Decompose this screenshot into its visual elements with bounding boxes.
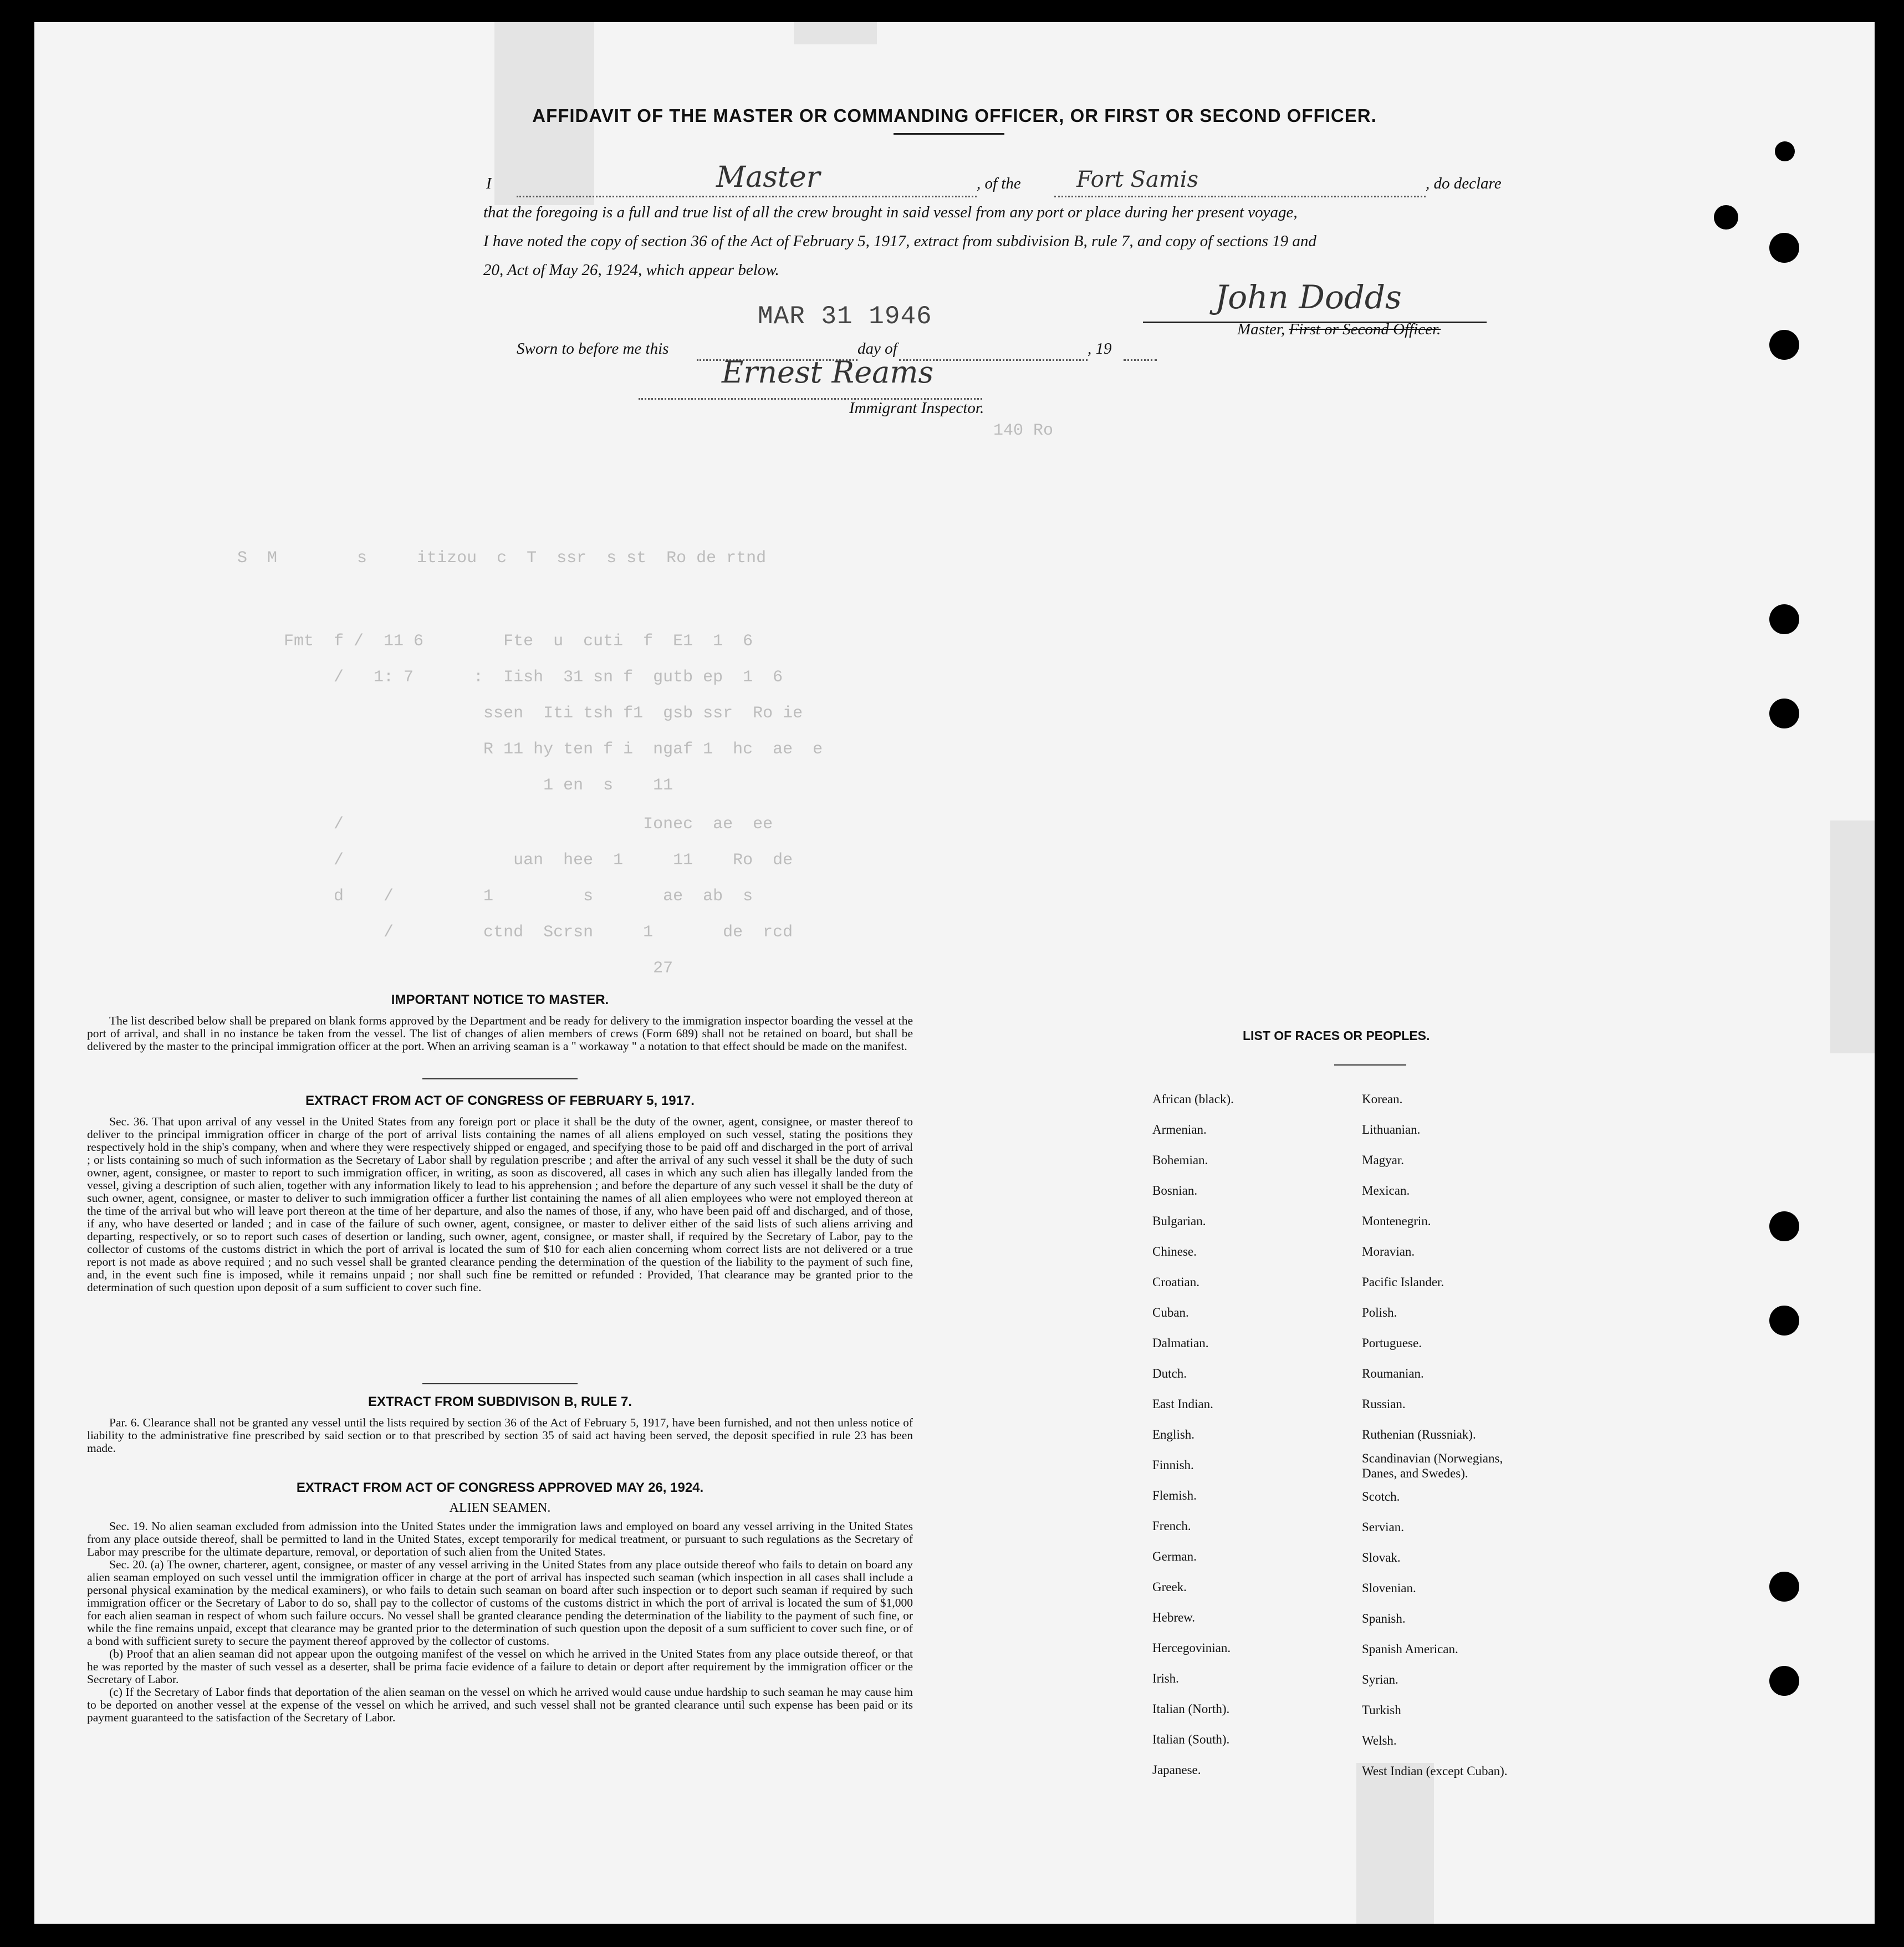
notice-heading: IMPORTANT NOTICE TO MASTER. xyxy=(391,992,609,1007)
faded-line: / uan hee 1 11 Ro de xyxy=(284,851,793,870)
sec-20b-paragraph: (b) Proof that an alien seaman did not appear upon the outgoing manifest of the vessel on which he arrived in the United States from any place outside thereof, or that he was reported by the master of such vessel as a deserter, shall be prima facie evidence of a failure to detain or deport after requirement by the immigration officer or the Secretary of Labor. xyxy=(87,1647,913,1686)
race-item: Scotch. xyxy=(1362,1490,1400,1503)
race-item: African (black). xyxy=(1152,1092,1234,1106)
race-item: English. xyxy=(1152,1428,1195,1441)
master-title xyxy=(1237,315,1441,344)
master-signature: John Dodds xyxy=(1215,278,1402,316)
year-label: , 19 xyxy=(1088,340,1112,358)
declaration-line-i xyxy=(486,169,492,198)
faded-line: 1 en s 11 xyxy=(284,776,673,795)
document-page xyxy=(34,22,1875,1924)
i-label: I xyxy=(486,175,492,192)
faded-line: / ctnd Scrsn 1 de rcd xyxy=(284,923,793,942)
title-rule xyxy=(894,133,1004,135)
race-item: Roumanian. xyxy=(1362,1367,1424,1380)
race-item: Dalmatian. xyxy=(1152,1336,1209,1350)
race-item: Italian (North). xyxy=(1152,1702,1230,1716)
declaration-line-1: that the foregoing is a full and true list of all the crew brought in said vessel from any port or place during her present voyage, xyxy=(483,203,1298,221)
faded-line: R 11 hy ten f i ngaf 1 hc ae e xyxy=(284,740,823,759)
race-item: Lithuanian. xyxy=(1362,1123,1421,1136)
do-declare-label: , do declare xyxy=(1426,175,1502,192)
race-item: Croatian. xyxy=(1152,1275,1199,1289)
race-item: Russian. xyxy=(1362,1397,1406,1411)
punch-hole xyxy=(1769,1666,1799,1696)
races-rule xyxy=(1334,1064,1406,1066)
races-heading: LIST OF RACES OR PEOPLES. xyxy=(1243,1028,1430,1043)
faded-line: / Ionec ae ee xyxy=(284,815,773,834)
tape-mark xyxy=(794,22,877,44)
date-stamp: MAR 31 1946 xyxy=(758,302,932,331)
section-rule xyxy=(422,1383,578,1384)
day-of-label: day of xyxy=(857,340,897,358)
declaration-line-2: I have noted the copy of section 36 of the Act of February 5, 1917, extract from subdivision B, rule 7, and copy of sections 19 and xyxy=(483,232,1316,250)
race-item: French. xyxy=(1152,1519,1191,1533)
race-item: Dutch. xyxy=(1152,1367,1187,1380)
race-item: Mexican. xyxy=(1362,1184,1410,1197)
race-item: Slovak. xyxy=(1362,1551,1401,1564)
punch-hole xyxy=(1769,1306,1799,1336)
race-item: Italian (South). xyxy=(1152,1732,1230,1746)
faded-line: / 1: 7 : Iish 31 sn f gutb ep 1 6 xyxy=(284,668,783,687)
race-item: Finnish. xyxy=(1152,1458,1194,1472)
punch-hole xyxy=(1769,699,1799,728)
affidavit-title: AFFIDAVIT OF THE MASTER OR COMMANDING OFFICER, OR FIRST OR SECOND OFFICER. xyxy=(532,105,1377,126)
vessel-field xyxy=(1054,167,1426,197)
punch-hole xyxy=(1769,1211,1799,1241)
tape-mark xyxy=(1356,1763,1434,1924)
race-item: Flemish. xyxy=(1152,1489,1197,1502)
edge-shadow xyxy=(1830,820,1875,1053)
race-item: Pacific Islander. xyxy=(1362,1275,1444,1289)
race-item: German. xyxy=(1152,1550,1197,1563)
race-item: Montenegrin. xyxy=(1362,1214,1431,1228)
inspector-title: Immigrant Inspector. xyxy=(849,399,984,417)
master-title-prefix: Master, xyxy=(1237,320,1285,338)
race-item: Scandinavian (Norwegians, Danes, and Swedes). xyxy=(1362,1451,1503,1480)
race-item: Syrian. xyxy=(1362,1673,1398,1686)
notice-text xyxy=(87,1015,913,1053)
faded-line: Fmt f / 11 6 Fte u cuti f E1 1 6 xyxy=(284,632,753,651)
race-item: Portuguese. xyxy=(1362,1336,1422,1350)
race-item: Hercegovinian. xyxy=(1152,1641,1231,1655)
faded-line: 140 Ro xyxy=(993,421,1054,440)
race-item: Irish. xyxy=(1152,1671,1179,1685)
declaration-line-3: 20, Act of May 26, 1924, which appear below. xyxy=(483,261,779,279)
race-item: Bohemian. xyxy=(1152,1153,1208,1167)
race-item: West Indian (except Cuban). xyxy=(1362,1764,1508,1778)
race-item: Polish. xyxy=(1362,1306,1397,1319)
punch-hole xyxy=(1775,141,1795,161)
punch-hole xyxy=(1769,233,1799,263)
race-item: Turkish xyxy=(1362,1703,1401,1717)
extract-1924-text xyxy=(87,1520,913,1724)
race-item: Hebrew. xyxy=(1152,1610,1196,1624)
extract-1917-heading: EXTRACT FROM ACT OF CONGRESS OF FEBRUARY 5, 1917. xyxy=(305,1093,695,1108)
faded-line: 27 xyxy=(284,959,673,978)
alien-seamen-subheading: ALIEN SEAMEN. xyxy=(449,1501,551,1515)
extract-rule7-text xyxy=(87,1416,913,1455)
race-item: Moravian. xyxy=(1362,1245,1415,1258)
extract-1924-heading: EXTRACT FROM ACT OF CONGRESS APPROVED MAY 26, 1924. xyxy=(296,1480,704,1495)
name-handwritten: Master xyxy=(716,161,820,194)
race-item: Ruthenian (Russniak). xyxy=(1362,1428,1476,1441)
race-item: Armenian. xyxy=(1152,1123,1207,1136)
faded-line: ssen Iti tsh f1 gsb ssr Ro ie xyxy=(284,704,803,723)
race-item: Bosnian. xyxy=(1152,1184,1198,1197)
race-item: Cuban. xyxy=(1152,1306,1189,1319)
race-item: Servian. xyxy=(1362,1520,1405,1534)
faded-line: S M s itizou c T ssr s st Ro de rtnd xyxy=(217,549,767,568)
sworn-year-field xyxy=(1124,344,1157,361)
punch-hole xyxy=(1714,205,1738,230)
faded-line: d / 1 s ae ab s xyxy=(284,887,753,906)
race-item: Slovenian. xyxy=(1362,1581,1416,1595)
punch-hole xyxy=(1769,604,1799,634)
punch-hole xyxy=(1769,330,1799,360)
race-item: Chinese. xyxy=(1152,1245,1197,1258)
name-field xyxy=(517,161,977,197)
race-item: Japanese. xyxy=(1152,1763,1201,1777)
sec-20a-paragraph: Sec. 20. (a) The owner, charterer, agent, consignee, or master of any vessel arriving in the United States from any place outside thereof who fails to detain on board any alien seaman employed on such vessel until the immigration officer in charge at the port of arrival has inspected such seaman (which inspection in all cases shall include a personal physical examination by the medical examiners), or who fails to detain such seaman on board after such inspection or to deport such seaman if required by such immigration officer or the Secretary of Labor to do so, shall pay to the collector of customs of the customs district in which the port of arrival is located the sum of $1,000 for each alien seaman in respect of whom such failure occurs. No vessel shall be granted clearance pending the determination of the liability to the payment of such fine, or while the fine remains unpaid, except that clearance may be granted prior to the determination of such question upon the deposit of a sum sufficient to cover such fine, or of a bond with sufficient surety to secure the payment thereof approved by the collector of customs. xyxy=(87,1558,913,1648)
race-item: Magyar. xyxy=(1362,1153,1405,1167)
sec-19-paragraph: Sec. 19. No alien seaman excluded from admission into the United States under the immigration laws and employed on board any vessel arriving in the United States from any place outside thereof, shall be permitted to land in the United States, except temporarily for medical treatment, or pursuant to such regulations as the Secretary of Labor may prescribe for the ultimate departure, removal, or deportation of such alien from the United States. xyxy=(87,1520,913,1558)
inspector-signature: Ernest Reams xyxy=(722,355,934,390)
race-item: East Indian. xyxy=(1152,1397,1213,1411)
master-title-struck: First or Second Officer. xyxy=(1289,320,1441,338)
races-right-column xyxy=(1362,1084,1650,1786)
race-item: Korean. xyxy=(1362,1092,1403,1106)
extract-rule7-heading: EXTRACT FROM SUBDIVISON B, RULE 7. xyxy=(367,1394,632,1409)
sec-20c-paragraph: (c) If the Secretary of Labor finds that deportation of the alien seaman on the vessel on which he arrived would cause undue hardship to such seaman he may cause him to be deported on another vessel at the expense of the vessel on which he arrived, and such vessel shall not be granted clearance until such expense has been paid or its payment guaranteed to the satisfaction of the Secretary of Labor. xyxy=(87,1685,913,1724)
race-item: Bulgarian. xyxy=(1152,1214,1206,1228)
race-item: Spanish. xyxy=(1362,1612,1406,1625)
notice-paragraph: The list described below shall be prepared on blank forms approved by the Department and be ready for delivery to the immigration inspector boarding the vessel at the port of arrival, and shall in no instance be taken from the vessel. The list of changes of alien members of crews (Form 689) shall not be retained on board, but shall be delivered by the master to the principal immigration officer at the port. When an arriving seaman is a " workaway " a notation to that effect should be made on the manifest. xyxy=(87,1014,913,1053)
race-item: Welsh. xyxy=(1362,1734,1397,1747)
race-item: Spanish American. xyxy=(1362,1642,1458,1656)
punch-hole xyxy=(1769,1572,1799,1602)
races-left-column xyxy=(1152,1084,1352,1785)
section-rule xyxy=(422,1078,578,1079)
par-6-paragraph: Par. 6. Clearance shall not be granted any vessel until the lists required by section 36 of the Act of February 5, 1917, have been furnished, and not then unless notice of liability to the administrative fine prescribed by said section or to that prescribed by section 35 of said act having been served, the deposit specified in rule 23 has been made. xyxy=(87,1416,913,1455)
sworn-label: Sworn to before me this xyxy=(517,340,669,358)
vessel-handwritten: Fort Samis xyxy=(1076,167,1199,192)
of-the-label: , of the xyxy=(977,175,1021,192)
race-item: Greek. xyxy=(1152,1580,1187,1594)
sec-36-paragraph: Sec. 36. That upon arrival of any vessel in the United States from any foreign port or place it shall be the duty of the owner, agent, consignee, or master thereof to deliver to the principal immigration officer in charge of the port of arrival lists containing the names of all aliens employed on such vessel, stating the positions they respectively hold in the ship's company, when and where they were respectively shipped or engaged, and specifying those to be paid off and discharged in the port of arrival ; or lists containing so much of such information as the Secretary of Labor shall by regulation prescribe ; and after the arrival of any such vessel it shall be the duty of such owner, agent, consignee, or master to report to such immigration officer, in writing, as soon as discovered, all cases in which any such alien has illegally landed from the vessel, giving a description of such alien, together with any information likely to lead to his apprehension ; and before the departure of any such vessel it shall be the duty of such owner, agent, consignee, or master to deliver to such immigration officer a further list containing the names of all alien employees who were not employed thereon at the time of the arrival but who will leave port thereon at the time of her departure, and also the names of those, if any, who have been paid off and discharged, and of those, if any, who have deserted or landed ; and in case of the failure of such owner, agent, consignee, or master to deliver either of the said lists of such aliens arriving and departing, respectively, or so to report such cases of desertion or landing, such owner, agent, consignee, or master shall, if required by the Secretary of Labor, pay to the collector of customs of the customs district in which the port of arrival is located the sum of $10 for each alien concerning whom correct lists are not delivered or a true report is not made as above required ; and no such vessel shall be granted clearance pending the determination of the question of the liability to the payment of such fine, and, in the event such fine is imposed, while it remains unpaid ; nor shall such fine be remitted or refunded : Provided, That clearance may be granted prior to the determination of such question upon deposit of a sum sufficient to cover such fine. xyxy=(87,1115,913,1294)
extract-1917-text xyxy=(87,1115,913,1294)
